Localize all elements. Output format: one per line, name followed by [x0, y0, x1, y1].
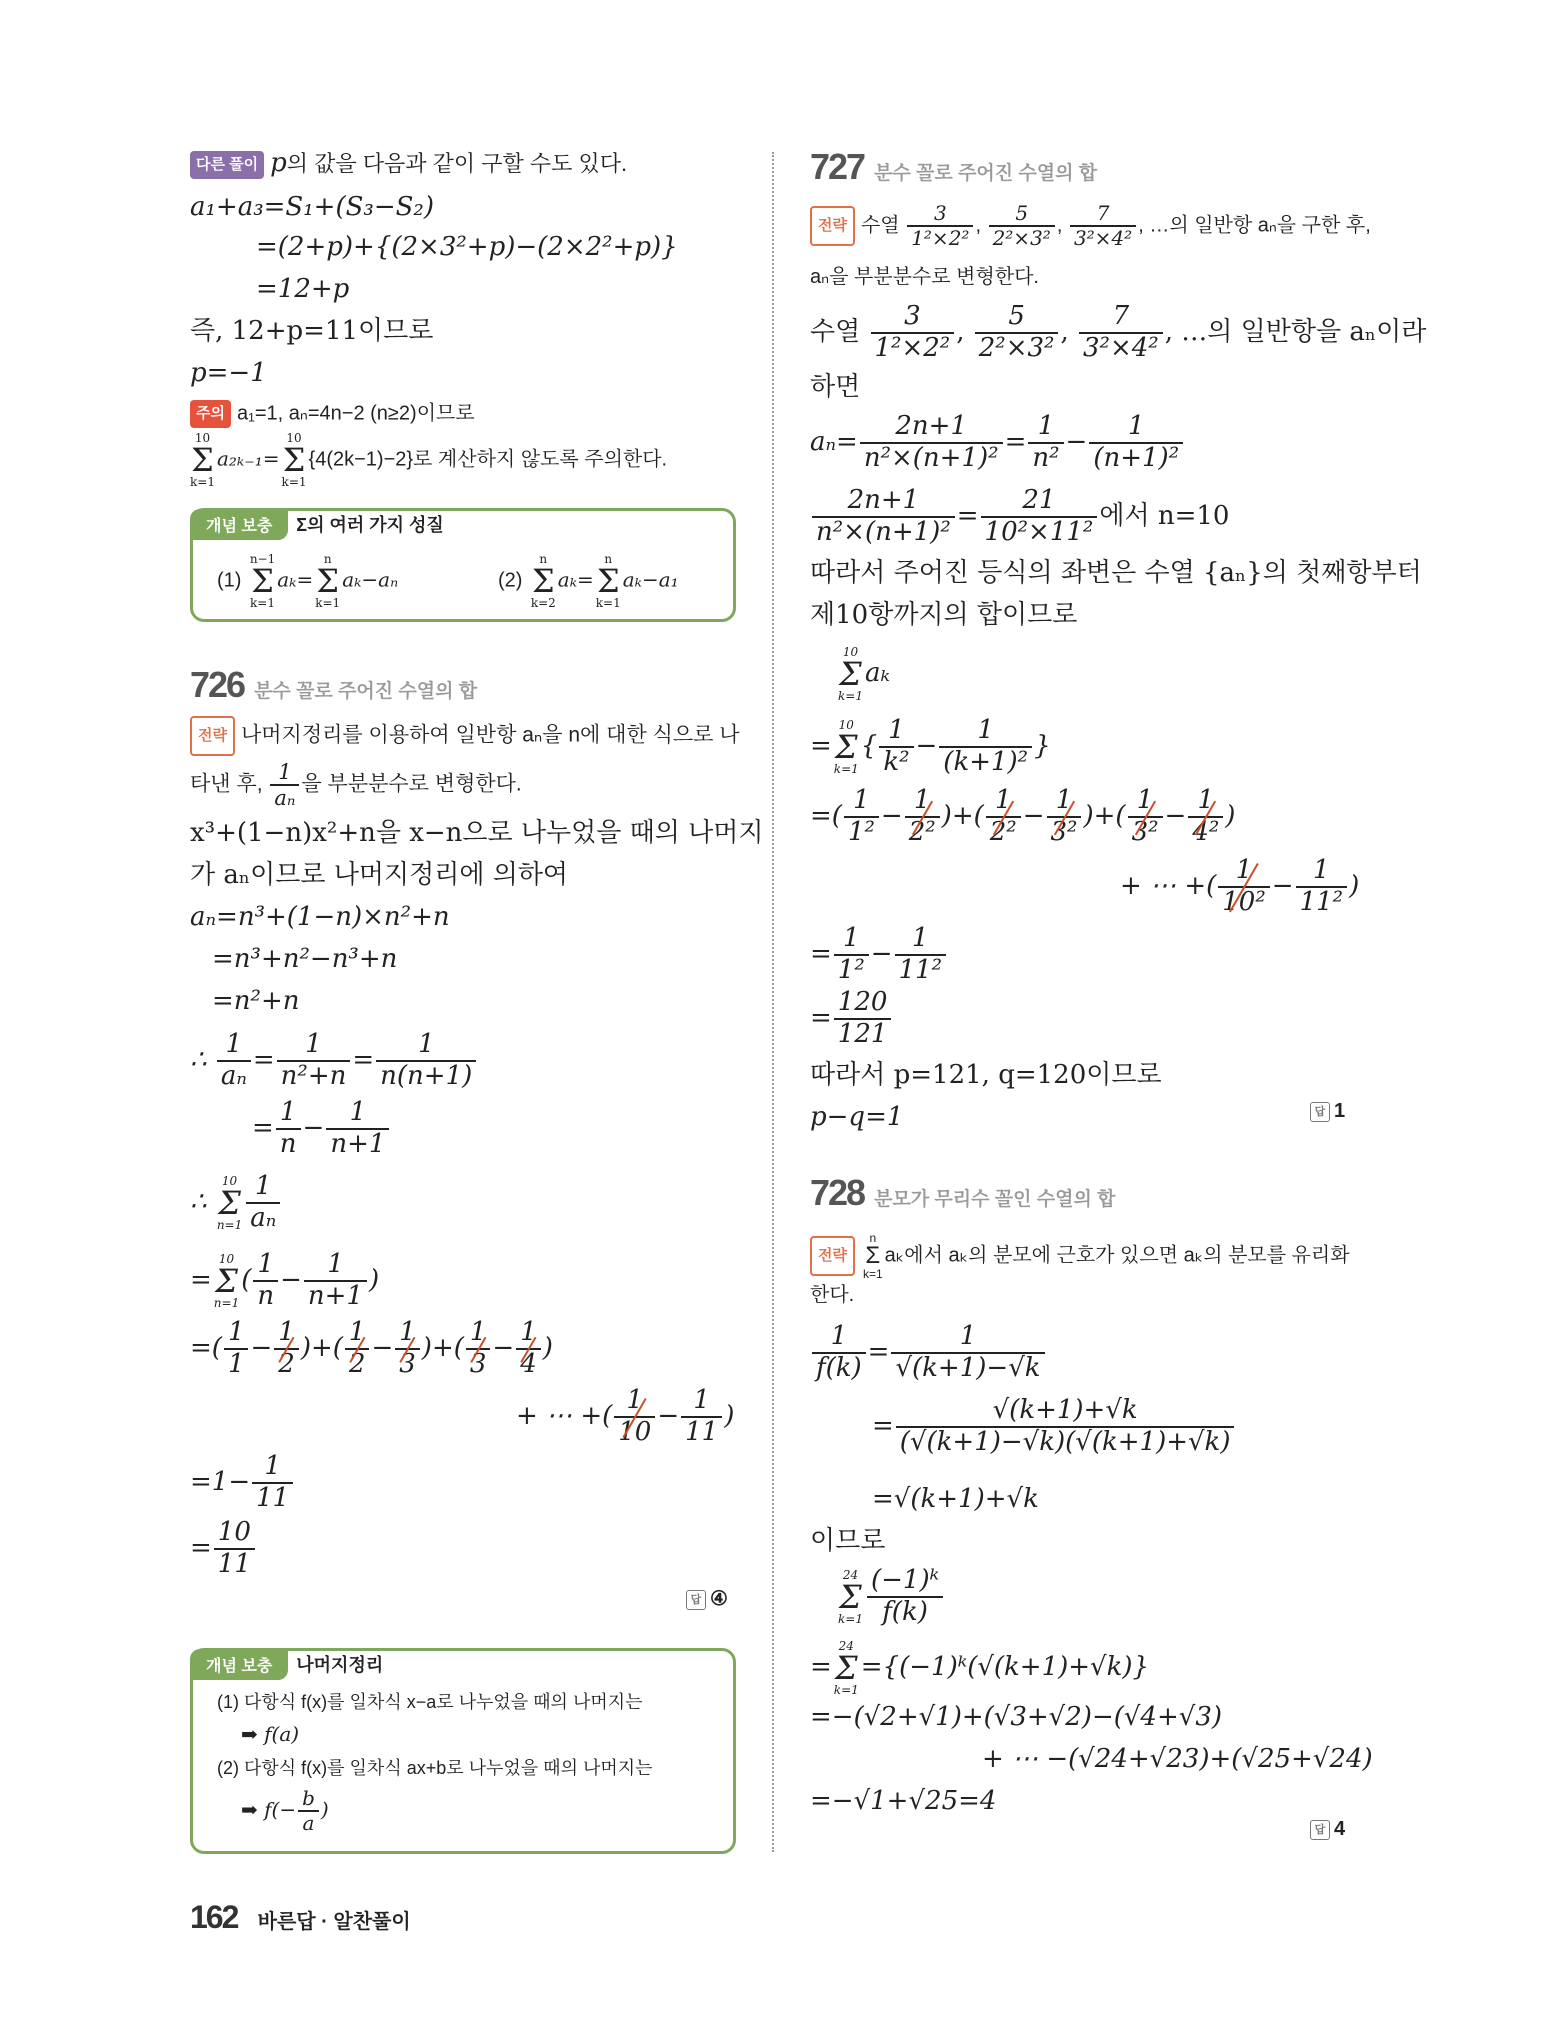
sigma-symbol: 10 Σ n=1 — [213, 1251, 240, 1310]
sol-726-frac-2: = $\frac{1}{n}$ − $\frac{1}{n+1}$ — [252, 1098, 391, 1160]
sol-728-sum: 24 Σ k=1 $\frac{\text{(−1)ᵏ}}{f(k)}$ — [836, 1566, 945, 1628]
concept-box-remainder — [190, 1648, 736, 1854]
sol-727-result-1: = $\frac{1}{\text{1²}}$ − $\frac{1}{\text{11²}}$ — [810, 924, 948, 986]
fraction: $\frac{1}{n+1}$ — [304, 1250, 367, 1312]
fraction: $\frac{1}{n+1}$ — [326, 1098, 389, 1160]
sol-726-sum: ∴ 10 Σ n=1 $\frac{1}{\text{aₙ}}$ — [190, 1172, 282, 1234]
problem-title: 분수 꼴로 주어진 수열의 합 — [874, 163, 1098, 184]
sol-727-telescope: =( $\frac{1}{\text{1²}}$ − $\frac{1}{\text{2²}}$ )+( $\frac{1}{\text{2²}}$ − $\frac{1}{\text{3²}}$ )+( $\frac{1}{\text{3²}}$ − $\frac{1}{\text{4²}}$ ) — [810, 785, 1236, 847]
concept-box-title: 나머지정리 — [296, 1655, 384, 1675]
sol-727-sum: 10 Σ k=1 aₖ — [838, 645, 890, 703]
problem-number: 728 — [810, 1172, 865, 1213]
fraction: $\frac{1}{n}$ — [276, 1098, 301, 1160]
sol-728-rationalize: = $\frac{√(k+1)+√k}{(√(k+1)-√k)(√(k+1)+√k)}$ — [872, 1396, 1236, 1458]
answer-icon: 답 — [686, 1590, 706, 1610]
strategy-728-l2: 한다. — [810, 1284, 855, 1306]
page-number: 162 — [190, 1899, 238, 1935]
problem-727-header — [810, 146, 1098, 191]
problem-726-header — [190, 664, 478, 709]
answer-727: 답 1 — [1310, 1100, 1345, 1123]
answer-icon: 답 — [1310, 1820, 1330, 1840]
concept-box-body: (1) n−1 Σ k=1 aₖ= n Σ k=1 aₖ−aₙ — [217, 552, 399, 610]
strategy-727-l1: 전략 수열 $\frac{3}{\text{1²×2²}}$ , $\frac{5}{\text{2²×3²}}$ , $\frac{7}{\text{3²×4²}}$ , …의 일반항 aₙ을 구한 후, — [810, 202, 1371, 250]
sol-728-l2: 이므로 — [810, 1526, 886, 1556]
sol-726-l1: x³+(1−n)x²+n을 x−n으로 나누었을 때의 나머지 — [190, 818, 764, 848]
sigma-symbol: n Σ k=1 — [595, 552, 621, 610]
sigma-symbol: n Σ k=2 — [530, 552, 556, 610]
answer-726: 답 ④ — [686, 1586, 728, 1611]
fraction: $\frac{1}{\text{aₙ}}$ — [217, 1030, 251, 1092]
remainder-item-2: (2) 다항식 f(x)를 일차식 ax+b로 나누었을 때의 나머지는 — [217, 1758, 653, 1778]
alt-line-2: =(2+p)+{(2×3²+p)−(2×2²+p)} — [256, 232, 678, 262]
sigma-symbol: 10 Σ k=1 — [190, 431, 215, 489]
concept-box-title: Σ의 여러 가지 성질 — [296, 515, 444, 535]
sol-728-sum-2: = 24 Σ k=1 ={(−1)ᵏ(√(k+1)+√k)} — [810, 1639, 1150, 1697]
sol-727-eq: $\frac{2n+1}{\text{n²×(n+1)²}}$ = $\frac{21}{\text{10²×11²}}$ 에서 n=10 — [810, 486, 1229, 548]
sol-728-l4: =−(√2+√1)+(√3+√2)−(√4+√3) — [810, 1702, 1223, 1732]
sigma-symbol: 10 Σ n=1 — [216, 1173, 243, 1232]
strategy-tag: 전략 — [810, 206, 855, 246]
sol-728-f: $\frac{1}{f(k)}$ = $\frac{1}{√(k+1)-√k}$ — [810, 1322, 1047, 1384]
footer-label: 바른답 · 알찬풀이 — [257, 1911, 411, 1933]
fraction: $\frac{1}{\text{aₙ}}$ — [270, 760, 299, 810]
sol-726-l4: =n³+n²−n³+n — [212, 944, 398, 974]
sigma-symbol: 10 Σ k=1 — [838, 645, 863, 703]
sigma-symbol: n Σ k=1 — [862, 1231, 883, 1281]
strategy-726-l1: 전략 나머지정리를 이용하여 일반항 aₙ을 n에 대한 식으로 나 — [190, 716, 740, 756]
answer-icon: 답 — [1310, 1102, 1330, 1122]
strategy-728-l1: 전략 n Σ k=1 aₖ에서 aₖ의 분모에 근호가 있으면 aₖ의 분모를 유리화 — [810, 1232, 1350, 1280]
sigma-symbol: n−1 Σ k=1 — [249, 552, 276, 610]
sigma-symbol: 24 Σ k=1 — [838, 1567, 863, 1626]
sol-728-l5: + ⋯ −(√24+√23)+(√25+√24) — [982, 1744, 1373, 1774]
alt-line-1: a₁+a₃=S₁+(S₃−S₂) — [190, 192, 434, 222]
sol-727-telescope-2: + ⋯ +( $\frac{1}{\text{10²}}$ − $\frac{1}{\text{11²}}$ ) — [1120, 855, 1360, 917]
sol-727-l7: p−q=1 — [810, 1102, 904, 1132]
fraction: $\frac{1}{n}$ — [253, 1250, 278, 1312]
sol-727-an: aₙ= $\frac{2n+1}{\text{n²×(n+1)²}}$ = $\frac{1}{\text{n²}}$ − $\frac{1}{\text{(n+1)²}}$ — [810, 412, 1185, 474]
sigma-symbol: n Σ k=1 — [315, 552, 341, 610]
sigma-symbol: 24 Σ k=1 — [833, 1639, 859, 1697]
fraction: $\frac{1}{\text{n²+n}}$ — [277, 1030, 351, 1092]
sol-727-l4: 따라서 주어진 등식의 좌변은 수열 {aₙ}의 첫째항부터 — [810, 558, 1422, 588]
sol-727-result-2: = $\frac{120}{121}$ — [810, 988, 893, 1050]
strategy-tag: 전략 — [190, 716, 235, 756]
sol-728-l1: =√(k+1)+√k — [872, 1484, 1039, 1514]
strategy-726-l2: 타낸 후, $\frac{1}{\text{aₙ}}$ 을 부분분수로 변형한다. — [190, 760, 522, 811]
problem-number: 727 — [810, 146, 865, 187]
alt-tag: 다른 풀이 — [190, 151, 264, 179]
sol-728-l6: =−√1+√25=4 — [810, 1786, 997, 1816]
alt-line-3: =12+p — [256, 274, 350, 304]
strategy-tag: 전략 — [810, 1236, 855, 1276]
note-line-2: 10 Σ k=1 a₂ₖ₋₁= 10 Σ k=1 {4(2k−1)−2}로 계산하지 않도록 주의한다. — [190, 431, 668, 489]
sol-727-l1: 수열 $\frac{3}{\text{1²×2²}}$ , $\frac{5}{\text{2²×3²}}$ , $\frac{7}{\text{3²×4²}}$ , …의 일반항을 aₙ이라 — [810, 301, 1427, 363]
problem-title: 분수 꼴로 주어진 수열의 합 — [254, 681, 478, 702]
answer-728: 답 4 — [1310, 1818, 1345, 1841]
column-divider — [772, 152, 774, 1852]
concept-box-head: 개념 보충 — [190, 509, 288, 540]
sol-726-telescope: =( $\frac{1}{1}$ − $\frac{1}{2}$ )+( $\frac{1}{2}$ − $\frac{1}{3}$ )+( $\frac{1}{3}$ − $\frac{1}{4}$ ) — [190, 1317, 553, 1379]
problem-number: 726 — [190, 664, 245, 705]
sol-727-l5: 제10항까지의 합이므로 — [810, 600, 1078, 630]
strategy-727-l2: aₙ을 부분분수로 변형한다. — [810, 266, 1039, 288]
sol-727-l2: 하면 — [810, 372, 861, 402]
sol-726-result-1: =1− $\frac{1}{11}$ — [190, 1452, 295, 1514]
alt-intro: 다른 풀이 p의 값을 다음과 같이 구할 수도 있다. — [190, 150, 627, 179]
concept-box-body-2: (2) n Σ k=2 aₖ= n Σ k=1 aₖ−a₁ — [498, 552, 679, 610]
note-tag: 주의 — [190, 400, 231, 428]
remainder-item-2-result: ➡ f(− $\frac{b}{a}$ ) — [241, 1786, 329, 1835]
sol-726-l2: 가 aₙ이므로 나머지정리에 의하여 — [190, 860, 569, 890]
sol-726-sum-2: = 10 Σ n=1 ( $\frac{1}{n}$ − $\frac{1}{n+1}$ ) — [190, 1249, 380, 1311]
sol-726-telescope-2: + ⋯ +( $\frac{1}{10}$ − $\frac{1}{11}$ ) — [516, 1385, 735, 1447]
fraction: $\frac{1}{n(n+1)}$ — [376, 1030, 476, 1092]
concept-box-head: 개념 보충 — [190, 1649, 288, 1680]
remainder-item-1-result: ➡ f(a) — [241, 1722, 300, 1746]
fraction: $\frac{1}{\text{aₙ}}$ — [246, 1172, 280, 1234]
sigma-symbol: 10 Σ k=1 — [833, 717, 859, 776]
sol-726-l3: aₙ=n³+(1−n)×n²+n — [190, 902, 450, 932]
sol-727-sum-2: = 10 Σ k=1 { $\frac{1}{\text{k²}}$ − $\frac{1}{\text{(k+1)²}}$ } — [810, 715, 1051, 777]
sol-727-l6: 따라서 p=121, q=120이므로 — [810, 1060, 1162, 1090]
sol-726-result-2: = $\frac{10}{11}$ — [190, 1518, 257, 1580]
sigma-symbol: 10 Σ k=1 — [281, 431, 307, 489]
problem-728-header — [810, 1172, 1116, 1217]
alt-line-4: 즉, 12+p=11이므로 — [190, 316, 434, 346]
concept-box-sigma — [190, 508, 736, 622]
sol-726-frac-1: ∴ $\frac{1}{\text{aₙ}}$ = $\frac{1}{\text{n²+n}}$ = $\frac{1}{n(n+1)}$ — [190, 1030, 478, 1092]
alt-line-5: p=−1 — [190, 358, 267, 388]
note-line-1: 주의 a₁=1, aₙ=4n−2 (n≥2)이므로 — [190, 400, 475, 428]
page-footer — [190, 1900, 411, 1939]
problem-title: 분모가 무리수 꼴인 수열의 합 — [874, 1189, 1116, 1210]
remainder-item-1: (1) 다항식 f(x)를 일차식 x−a로 나누었을 때의 나머지는 — [217, 1692, 643, 1712]
sol-726-l5: =n²+n — [212, 986, 300, 1016]
